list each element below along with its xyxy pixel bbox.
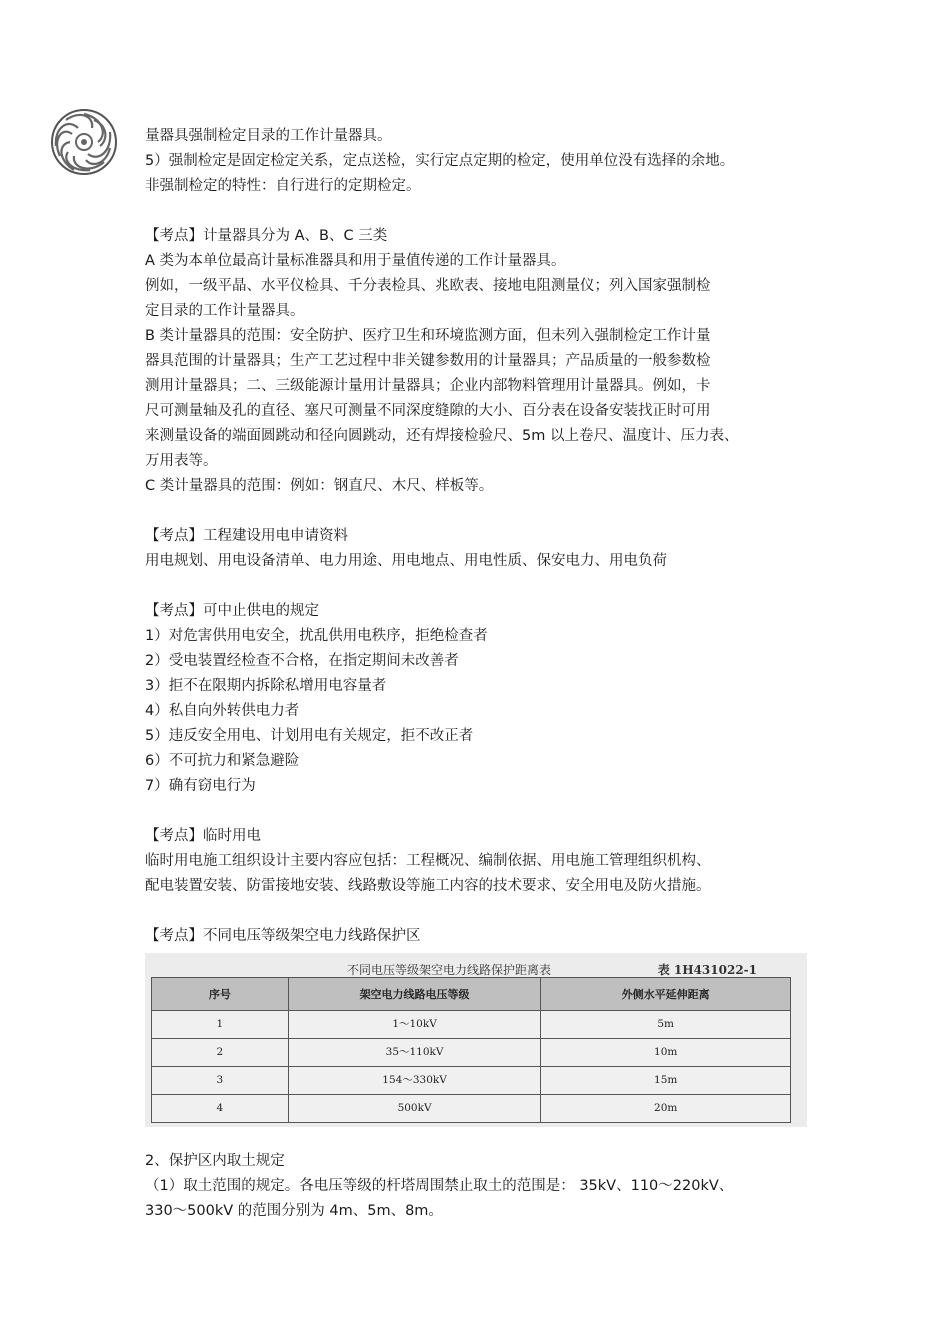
table-header-row (152, 978, 791, 1011)
table-cell: 20m (541, 1095, 791, 1123)
list-item: 5）违反安全用电、计划用电有关规定，拒不改正者 (145, 728, 474, 744)
text-line: 临时用电施工组织设计主要内容应包括：工程概况、编制依据、用电施工管理组织机构、 (145, 853, 711, 869)
text-line: 万用表等。 (145, 453, 218, 469)
list-item: 7）确有窃电行为 (145, 778, 256, 794)
section-heading: 【考点】不同电压等级架空电力线路保护区 (145, 928, 421, 944)
text-line: 用电规划、用电设备清单、电力用途、用电地点、用电性质、保安电力、用电负荷 (145, 553, 667, 569)
section-power-suspension (145, 599, 835, 799)
table-row (152, 1011, 791, 1039)
table-row (152, 1067, 791, 1095)
section-heading: 【考点】可中止供电的规定 (145, 603, 319, 619)
text-line: 配电装置安装、防雷接地安装、线路敷设等施工内容的技术要求、安全用电及防火措施。 (145, 878, 711, 894)
text-line: 定目录的工作计量器具。 (145, 303, 305, 319)
table-cell: 15m (541, 1067, 791, 1095)
table-row (152, 1039, 791, 1067)
table-header-cell: 外侧水平延伸距离 (541, 978, 791, 1011)
text-line: 330～500kV 的范围分别为 4m、5m、8m。 (145, 1203, 443, 1219)
table-cell: 1 (152, 1011, 289, 1039)
text-line: 器具范围的计量器具；生产工艺过程中非关键参数用的计量器具；产品质量的一般参数检 (145, 353, 711, 369)
text-line: 量器具强制检定目录的工作计量器具。 (145, 128, 392, 144)
text-line: 2、保护区内取土规定 (145, 1153, 285, 1169)
list-item: 1）对危害供用电安全，扰乱供用电秩序，拒绝检查者 (145, 628, 488, 644)
list-item: 6）不可抗力和紧急避险 (145, 753, 300, 769)
text-line: 例如，一级平晶、水平仪检具、千分表检具、兆欧表、接地电阻测量仪；列入国家强制检 (145, 278, 711, 294)
table-cell: 2 (152, 1039, 289, 1067)
section-temporary-power (145, 824, 835, 899)
text-line: C 类计量器具的范围：例如：钢直尺、木尺、样板等。 (145, 478, 494, 494)
text-line: 5）强制检定是固定检定关系，定点送检，实行定点定期的检定，使用单位没有选择的余地。 (145, 153, 735, 169)
list-item: 2）受电装置经检查不合格，在指定期间未改善者 (145, 653, 459, 669)
section-soil-extraction (145, 1149, 835, 1224)
protection-distance-table-image (145, 953, 807, 1127)
text-line: 来测量设备的端面圆跳动和径向圆跳动，还有焊接检验尺、5m 以上卷尺、温度计、压力表、 (145, 428, 739, 444)
swirl-logo-icon (50, 108, 118, 176)
table-cell: 154～330kV (288, 1067, 541, 1095)
protection-distance-table (151, 977, 791, 1123)
text-line: 非强制检定的特性：自行进行的定期检定。 (145, 178, 421, 194)
section-heading: 【考点】工程建设用电申请资料 (145, 528, 348, 544)
table-title: 不同电压等级架空电力线路保护距离表 (347, 963, 552, 977)
table-cell: 500kV (288, 1095, 541, 1123)
document-body (145, 124, 835, 1224)
text-line: （1）取土范围的规定。各电压等级的杆塔周围禁止取土的范围是： 35kV、110～220kV、 (145, 1178, 734, 1194)
table-cell: 1～10kV (288, 1011, 541, 1039)
section-power-application (145, 524, 835, 574)
table-row (152, 1095, 791, 1123)
section-heading: 【考点】计量器具分为 A、B、C 三类 (145, 228, 388, 244)
section-heading: 【考点】临时用电 (145, 828, 261, 844)
table-cell: 4 (152, 1095, 289, 1123)
table-cell: 35～110kV (288, 1039, 541, 1067)
list-item: 3）拒不在限期内拆除私增用电容量者 (145, 678, 387, 694)
text-line: B 类计量器具的范围：安全防护、医疗卫生和环境监测方面，但未列入强制检定工作计量 (145, 328, 711, 344)
section-mandatory-verification (145, 124, 835, 199)
text-line: 尺可测量轴及孔的直径、塞尺可测量不同深度缝隙的大小、百分表在设备安装找正时可用 (145, 403, 711, 419)
table-cell: 3 (152, 1067, 289, 1095)
text-line: A 类为本单位最高计量标准器具和用于量值传递的工作计量器具。 (145, 253, 566, 269)
table-header-cell: 架空电力线路电压等级 (288, 978, 541, 1011)
table-cell: 10m (541, 1039, 791, 1067)
table-id: 表 1H431022-1 (657, 963, 757, 977)
table-header-cell: 序号 (152, 978, 289, 1011)
text-line: 测用计量器具；二、三级能源计量用计量器具；企业内部物料管理用计量器具。例如，卡 (145, 378, 711, 394)
section-measuring-instrument-classes (145, 224, 835, 499)
list-item: 4）私自向外转供电力者 (145, 703, 300, 719)
table-cell: 5m (541, 1011, 791, 1039)
section-protection-zone (145, 924, 835, 1127)
